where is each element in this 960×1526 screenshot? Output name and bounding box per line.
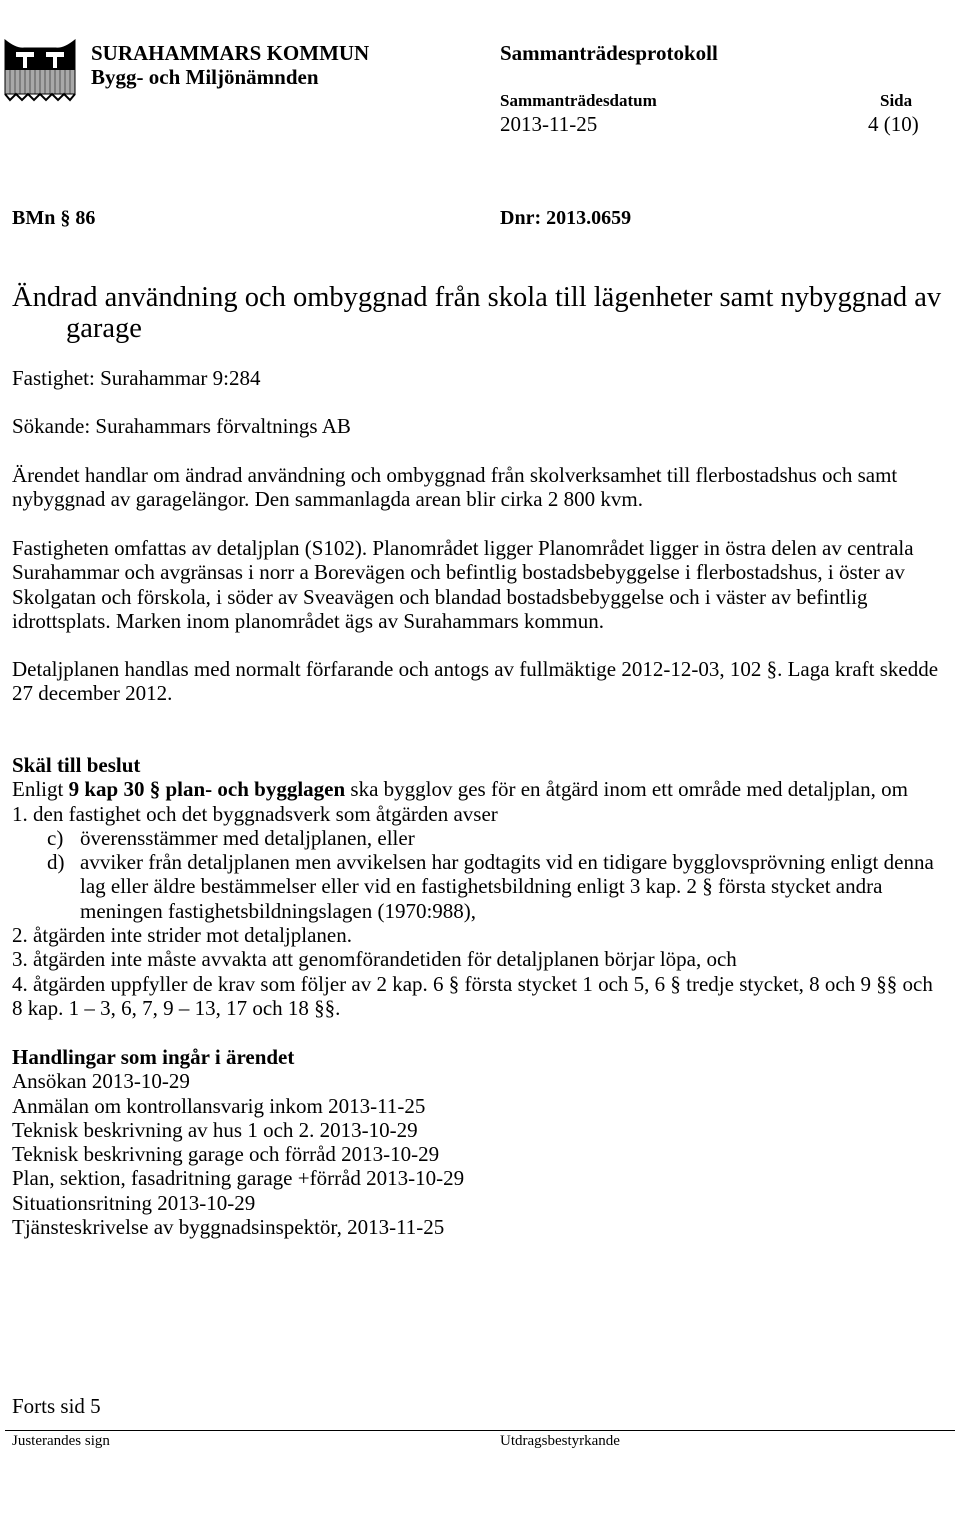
document-item: Teknisk beskrivning av hus 1 och 2. 2013-10-29 bbox=[12, 1117, 418, 1142]
condition-item bbox=[12, 947, 934, 971]
condition-sub-item bbox=[12, 826, 934, 850]
condition-sub-item bbox=[12, 850, 934, 874]
case-title-line: garage bbox=[66, 313, 142, 344]
paragraph-line: Fastigheten omfattas av detaljplan (S102). Planområdet ligger Planområdet ligger in östra delen av centrala bbox=[12, 536, 914, 560]
property-designation: Fastighet: Surahammar 9:284 bbox=[12, 366, 261, 390]
reasons-heading: Skäl till beslut bbox=[12, 753, 141, 777]
case-title-line: Ändrad användning och ombyggnad från skola till lägenheter samt nybyggnad av bbox=[12, 282, 942, 313]
plan-paragraph bbox=[12, 536, 914, 633]
legal-reference: 9 kap 30 § plan- och bygglagen bbox=[68, 777, 346, 802]
diary-number: Dnr: 2013.0659 bbox=[500, 207, 632, 229]
documents-heading: Handlingar som ingår i ärendet bbox=[12, 1045, 295, 1069]
section-number: BMn § 86 bbox=[12, 207, 96, 229]
condition-number: 3. bbox=[12, 947, 28, 972]
description-paragraph bbox=[12, 463, 897, 512]
paragraph-line: idrottsplats. Marken inom planområdet ägs av Surahammars kommun. bbox=[12, 608, 604, 633]
sub-item-text: avviker från detaljplanen men avvikelsen har godtagits vid en tidigare bygglovsprövning enligt denna bbox=[80, 850, 934, 875]
condition-text: 8 kap. 1 – 3, 6, 7, 9 – 13, 17 och 18 §§. bbox=[12, 995, 341, 1020]
condition-item bbox=[12, 802, 934, 826]
paragraph-line: Ärendet handlar om ändrad användning och ombyggnad från skolverksamhet till flerbostadshus och samt bbox=[12, 463, 898, 487]
document-item: Situationsritning 2013-10-29 bbox=[12, 1190, 256, 1215]
condition-text: åtgärden uppfyller de krav som följer av 2 kap. 6 § första stycket 1 och 5, 6 § tredje stycket, 8 och 9 §§ och bbox=[33, 971, 933, 996]
sub-item-marker: c) bbox=[47, 825, 64, 850]
condition-number: 4. bbox=[12, 971, 28, 996]
condition-text: den fastighet och det byggnadsverk som åtgärden avser bbox=[33, 801, 498, 826]
paragraph-line: nybyggnad av garagelängor. Den sammanlagda arean blir cirka 2 800 kvm. bbox=[12, 487, 643, 512]
condition-number: 2. bbox=[12, 923, 28, 948]
documents-section bbox=[12, 1045, 464, 1239]
condition-text: åtgärden inte strider mot detaljplanen. bbox=[33, 923, 352, 948]
paragraph-line: 27 december 2012. bbox=[12, 681, 173, 706]
condition-item bbox=[12, 972, 934, 996]
condition-text: åtgärden inte måste avvakta att genomförandetiden för detaljplanen börjar löpa, och bbox=[33, 947, 737, 972]
logo bbox=[4, 39, 76, 103]
sub-item-text: lag eller äldre bestämmelser eller vid en fastighetsbildning enligt 3 kap. 2 § första stycket andra bbox=[80, 874, 883, 899]
organization-name: SURAHAMMARS KOMMUN bbox=[91, 41, 370, 65]
paragraph-line: Surahammar och avgränsas i norr a Borevägen och befintlig bostadsbebyggelse i flerbostadshus, i öster av bbox=[12, 560, 905, 585]
reasons-intro bbox=[12, 777, 934, 801]
page-label: Sida bbox=[880, 91, 913, 110]
document-item: Tjänsteskrivelse av byggnadsinspektör, 2013-11-25 bbox=[12, 1215, 445, 1240]
paragraph-line: Skolgatan och förskola, i söder av Sveavägen och blandad bostadsbebyggelse och i väster av befintlig bbox=[12, 584, 868, 609]
document-item: Plan, sektion, fasadritning garage +förråd 2013-10-29 bbox=[12, 1166, 465, 1191]
document-item: Anmälan om kontrollansvarig inkom 2013-11-25 bbox=[12, 1093, 426, 1118]
condition-number: 1. bbox=[12, 801, 28, 826]
document-type: Sammanträdesprotokoll bbox=[500, 41, 718, 65]
sub-item-marker: d) bbox=[47, 850, 65, 875]
meeting-date-label: Sammanträdesdatum bbox=[500, 91, 657, 110]
reasons-section bbox=[12, 753, 934, 1020]
continuation-note: Forts sid 5 bbox=[12, 1394, 101, 1418]
meeting-date: 2013-11-25 bbox=[500, 112, 598, 136]
coat-of-arms-icon bbox=[4, 39, 76, 103]
case-title bbox=[12, 282, 941, 344]
footer-divider bbox=[5, 1430, 955, 1431]
document-item: Teknisk beskrivning garage och förråd 2013-10-29 bbox=[12, 1142, 440, 1167]
condition-item bbox=[12, 923, 934, 947]
reasons-intro-suffix: ska bygglov ges för en åtgärd inom ett område med detaljplan, om bbox=[345, 777, 908, 802]
sub-item-text: överensstämmer med detaljplanen, eller bbox=[80, 825, 415, 850]
reasons-intro-prefix: Enligt bbox=[12, 777, 69, 802]
applicant: Sökande: Surahammars förvaltnings AB bbox=[12, 414, 351, 438]
adjuster-signature-label: Justerandes sign bbox=[12, 1433, 110, 1449]
procedure-paragraph bbox=[12, 657, 938, 706]
extract-certification-label: Utdragsbestyrkande bbox=[500, 1433, 620, 1449]
page-number: 4 (10) bbox=[868, 112, 919, 136]
paragraph-line: Detaljplanen handlas med normalt förfarande och antogs av fullmäktige 2012-12-03, 102 §. Laga kraft skedde bbox=[12, 657, 939, 681]
committee-name: Bygg- och Miljönämnden bbox=[91, 65, 319, 89]
document-item: Ansökan 2013-10-29 bbox=[12, 1069, 190, 1094]
sub-item-text: meningen fastighetsbildningslagen (1970:988), bbox=[80, 898, 477, 923]
